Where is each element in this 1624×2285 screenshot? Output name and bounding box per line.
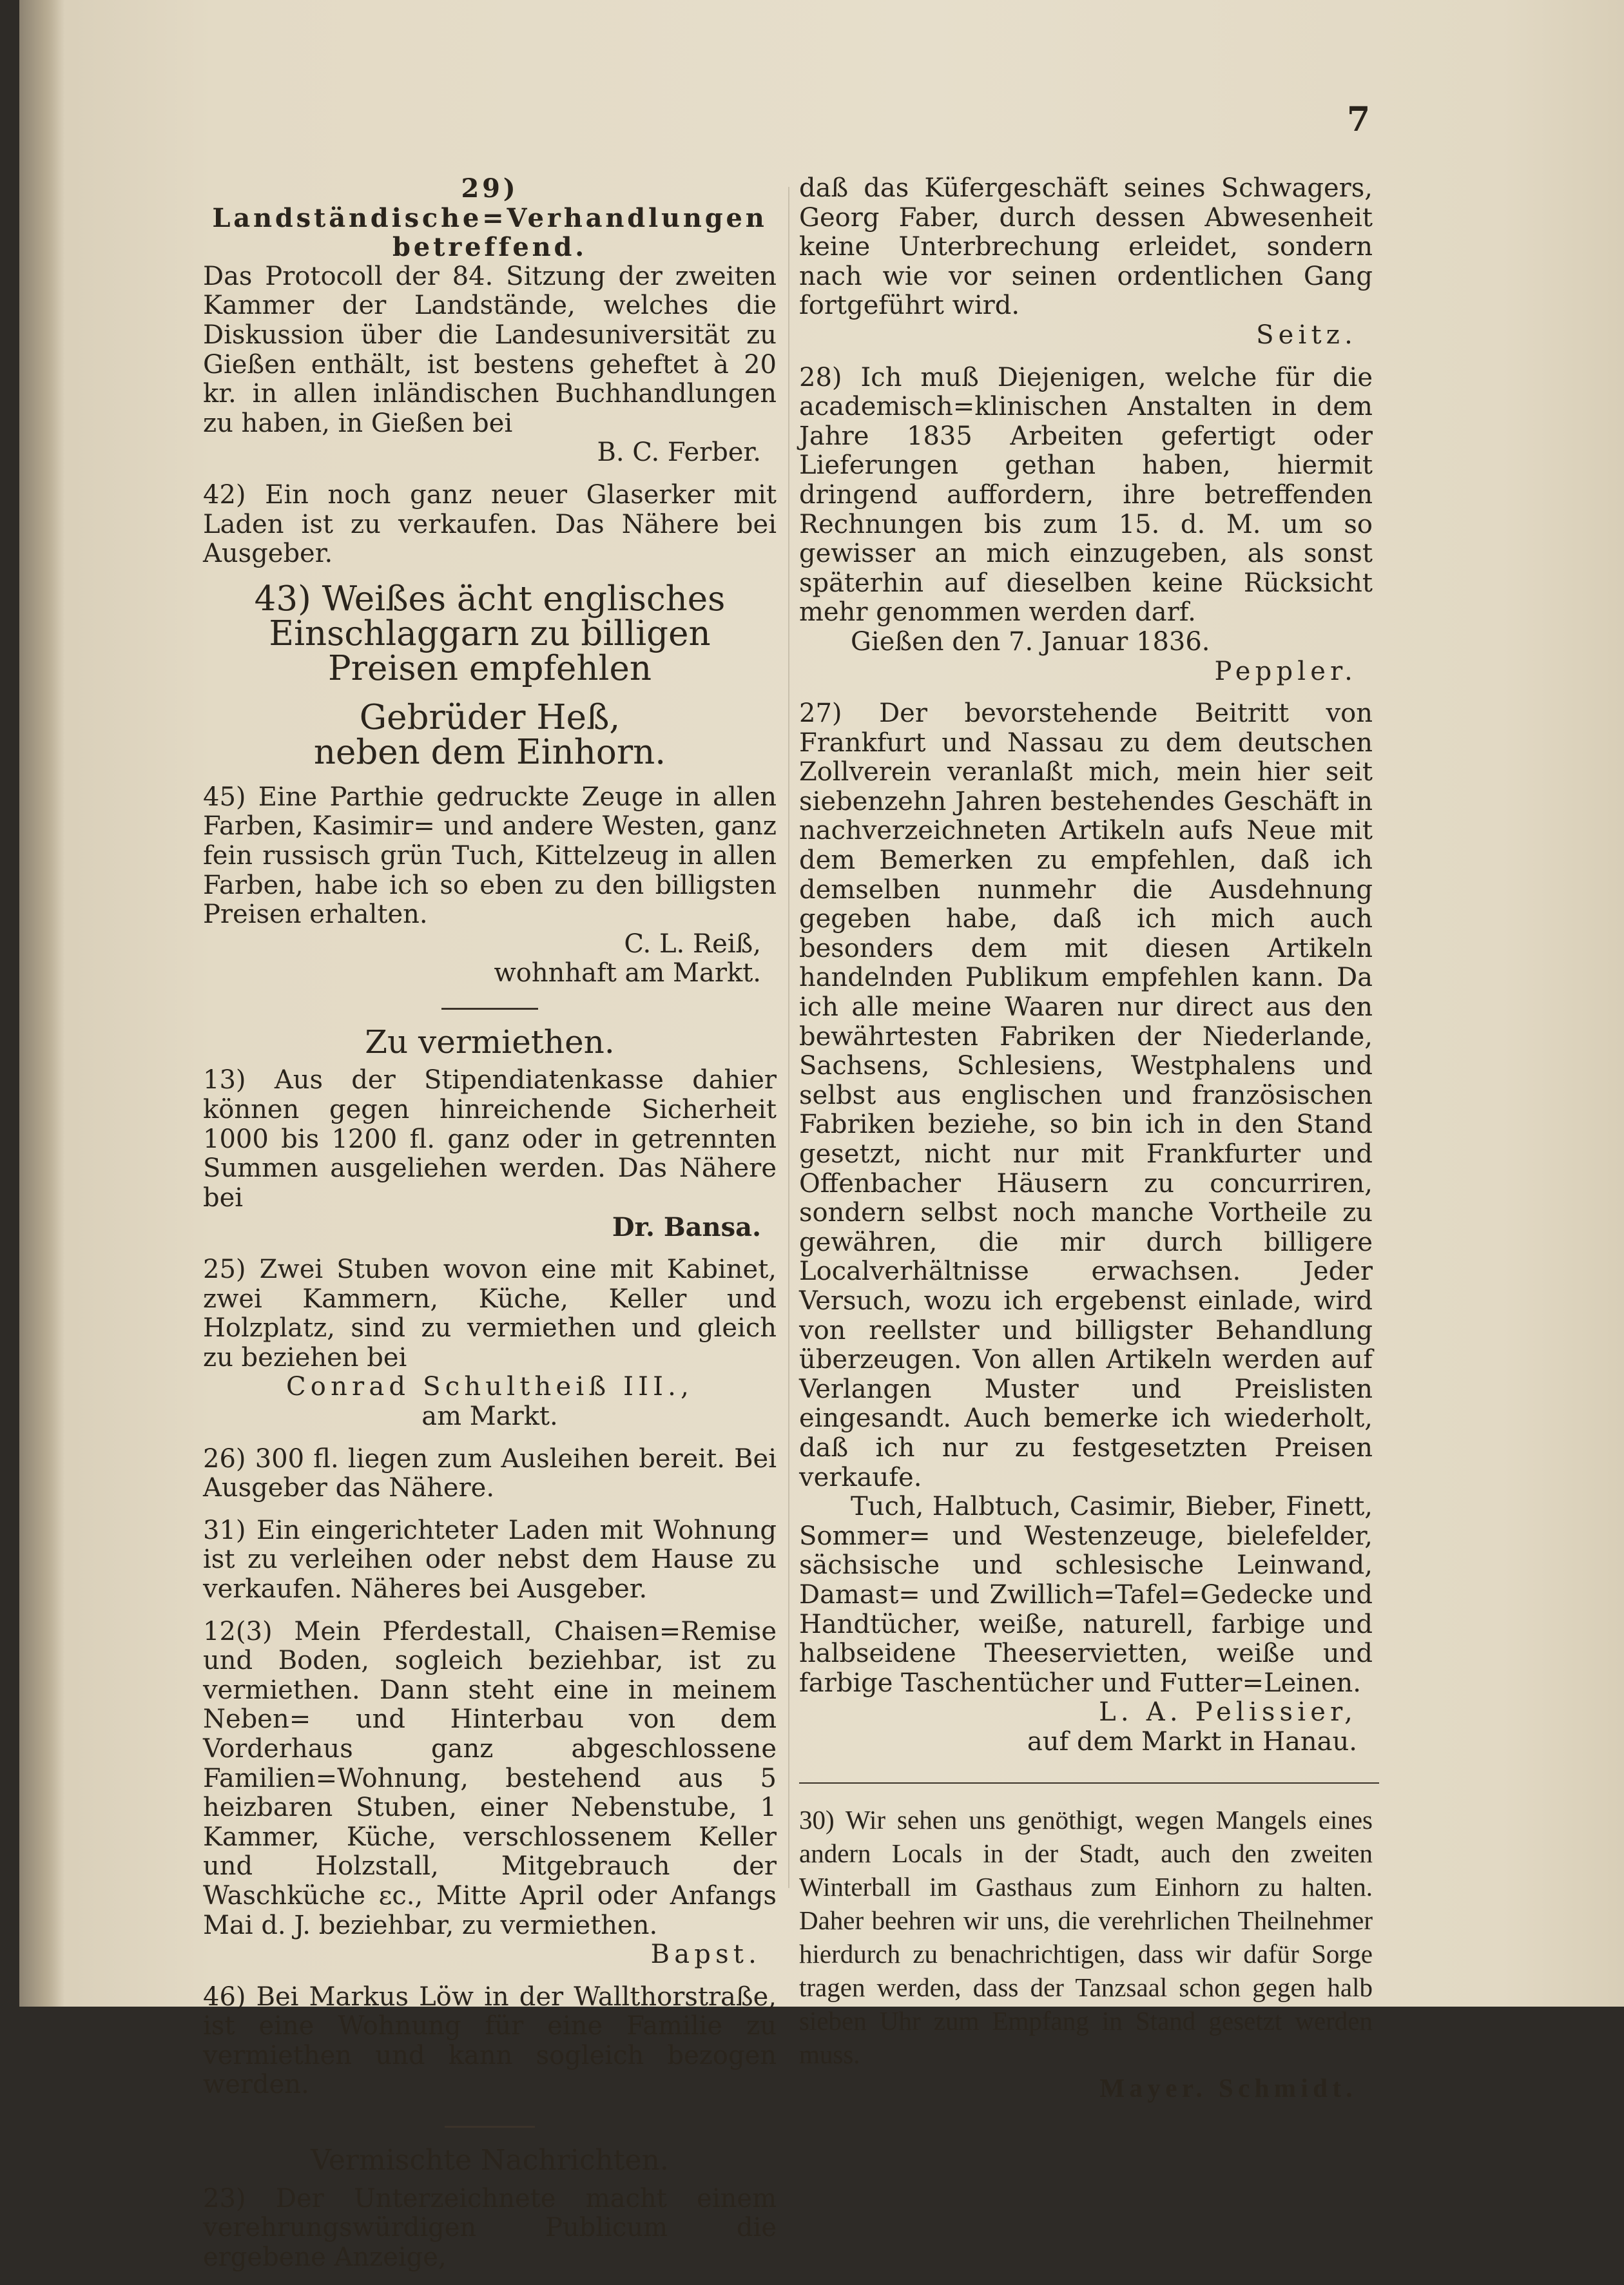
ad-25-signer-address: am Markt. <box>421 1402 558 1431</box>
ad-12-signer: Bapst. <box>650 1940 761 1970</box>
ad-28-body: 28) Ich muß Diejenigen, welche für die academisch=klinischen Anstalten in dem Jahre 1835 Arbeiten gefertigt oder Lieferungen gethan haben, hiermit dringend auffordern, ihre betreffenden Rechnungen bis zum 15. d. M. um so gewisser an mich einzugeben, als sonst späterhin auf dieselben keine Rücksicht mehr genommen werden darf. <box>799 362 1373 628</box>
ad-42-body: 42) Ein noch ganz neuer Glaserker mit Laden ist zu verkaufen. Das Nähere bei Ausgeber. <box>203 479 777 569</box>
ad-29-signer: B. C. Ferber. <box>597 438 761 468</box>
ad-45-body: 45) Eine Parthie gedruckte Zeuge in allen Farben, Kasimir= und andere Westen, ganz fein russisch grün Tuch, Kittelzeug in allen Farben, habe ich so eben zu den billigsten Preisen erhalten. <box>203 782 777 930</box>
ad-46-body: 46) Bei Markus Löw in der Wallthorstraße, ist eine Wohnung für eine Familie zu vermiethen und kann sogleich bezogen werden. <box>203 1981 777 2100</box>
section-divider-right <box>799 1782 1379 1784</box>
ad-43-signer-address: neben dem Einhorn. <box>313 732 666 772</box>
ad-29-heading: 29) Landständische=Verhandlungen betreffend. <box>212 173 768 263</box>
ad-26-body: 26) 300 fl. liegen zum Ausleihen bereit. Bei Ausgeber das Nähere. <box>203 1443 777 1503</box>
newspaper-page <box>19 0 1624 2272</box>
ad-28-date: Gießen den 7. Januar 1836. <box>851 626 1210 657</box>
ad-25-signer: Conrad Schultheiß III., <box>285 1372 694 1402</box>
section-title-rent: Zu vermiethen. <box>365 1023 615 1061</box>
ad-45-signer-address: wohnhaft am Markt. <box>494 958 761 988</box>
ad-30 <box>799 1803 1373 2105</box>
book-spine-shadow <box>19 0 64 2007</box>
section-title-misc: Vermischte Nachrichten. <box>311 2144 669 2177</box>
ad-43-signer: Gebrüder Heß, <box>359 697 621 737</box>
ad-23-body-continued: daß das Küfergeschäft seines Schwagers, Georg Faber, durch dessen Abwesenheit keine Unterbrechung erleidet, sondern nach wie vor seinen ordentlichen Gang fortgeführt wird. <box>799 173 1373 321</box>
ad-23-continued <box>799 174 1373 351</box>
ad-30-signer: Mayer. Schmidt. <box>1099 2073 1357 2103</box>
ad-43-body: 43) Weißes ächt englisches Einschlaggarn zu billigen Preisen empfehlen <box>254 579 726 688</box>
ad-30-body: 30) Wir sehen uns genöthigt, wegen Mangels eines andern Locals in der Stadt, auch den zweiten Winterball im Gasthaus zum Einhorn zu halten. Daher beehren wir uns, die verehrlichen Theilnehmer hierdurch zu benachrichtigen, dass wir dafür Sorge tragen werden, dass der Tanzsaal schon gegen halb sieben Uhr zum Empfang in Stand gesetzt werden muss. <box>799 1805 1373 2070</box>
ad-43 <box>203 579 777 772</box>
ad-23-body-start: 23) Der Unterzeichnete macht einem verehrungswürdigen Publicum die ergebene Anzeige, <box>203 2183 777 2272</box>
ad-12-body: 12(3) Mein Pferdestall, Chaisen=Remise und Boden, sogleich beziehbar, ist zu vermiethen. Dann steht eine in meinem Neben= und Hinterbau von dem Vorderhaus ganz abgeschlossene Familien=Wohnung, bestehend aus 5 heizbaren Stuben, einer Nebenstube, 1 Kammer, Küche, verschlossenem Keller und Holzstall, Mitgebrauch der Waschküche ɛc., Mitte April oder Anfangs Mai d. J. beziehbar, zu vermiethen. <box>203 1616 777 1940</box>
ad-13-signer: Dr. Bansa. <box>612 1212 761 1243</box>
ad-27-signer-address: auf dem Markt in Hanau. <box>1027 1726 1357 1757</box>
ad-45-signer: C. L. Reiß, <box>624 929 761 959</box>
ad-29 <box>203 174 777 468</box>
ad-45 <box>203 783 777 988</box>
column-divider <box>788 187 789 1888</box>
section-divider <box>441 1008 538 1010</box>
ad-13 <box>203 1066 777 1242</box>
ad-28 <box>799 363 1373 687</box>
ad-31-body: 31) Ein eingerichteter Laden mit Wohnung ist zu verleihen oder nebst dem Hause zu verkaufen. Näheres bei Ausgeber. <box>203 1515 777 1604</box>
page-number: 7 <box>1347 100 1371 139</box>
ad-25-body: 25) Zwei Stuben wovon eine mit Kabinet, zwei Kammern, Küche, Keller und Holzplatz, sind zu vermiethen und gleich zu beziehen bei <box>203 1255 777 1373</box>
section-divider-2 <box>445 2126 535 2128</box>
ad-28-signer: Peppler. <box>1214 656 1357 686</box>
left-column <box>203 174 777 2285</box>
right-column <box>799 174 1373 2117</box>
ad-27 <box>799 699 1373 1757</box>
ad-23-signer: Seitz. <box>1256 320 1357 350</box>
ad-29-body: Das Protocoll der 84. Sitzung der zweiten Kammer der Landstände, welches die Diskussion über die Landesuniversität zu Gießen enthält, ist bestens geheftet à 20 kr. in allen inländischen Buchhandlungen zu haben, in Gießen bei <box>203 261 777 438</box>
ad-25 <box>203 1255 777 1432</box>
ad-27-signer: L. A. Pelissier, <box>1099 1697 1357 1728</box>
ad-27-body: 27) Der bevorstehende Beitritt von Frankfurt und Nassau zu dem deutschen Zollverein veranlaßt mich, mein hier seit siebenzehn Jahren bestehendes Geschäft in nachverzeichneten Artikeln aufs Neue mit dem Bemerken zu empfehlen, daß ich demselben nunmehr die Ausdehnung gegeben habe, daß ich mich auch besonders dem mit diesen Artikeln handelnden Publikum empfehlen kann. Da ich alle meine Waaren nur direct aus den bewährtesten Fabriken der Niederlande, Sachsens, Schlesiens, Westphalens und selbst aus englischen und französischen Fabriken beziehe, so bin ich in den Stand gesetzt, nicht nur mit Frankfurter und Offenbacher Häusern zu concurriren, sondern selbst noch manche Vortheile zu gewähren, die mir durch billigere Localverhältnisse erwachsen. Jeder Versuch, wozu ich ergebenst einlade, wird von reellster und billigster Behandlung überzeugen. Von allen Artikeln werden auf Verlangen Muster und Preislisten eingesandt. Auch bemerke ich wiederholt, daß ich nur zu festgesetzten Preisen verkaufe. <box>799 699 1373 1492</box>
ad-12 <box>203 1617 777 1970</box>
ad-27-goods-list: Tuch, Halbtuch, Casimir, Bieber, Finett, Sommer= und Westenzeuge, bielefelder, sächsische und schlesische Leinwand, Damast= und Zwillich=Tafel=Gedecke und Handtücher, weiße, naturell, farbige und halbseidene Theeservietten, weiße und farbige Taschentücher und Futter=Leinen. <box>799 1492 1373 1698</box>
ad-13-body: 13) Aus der Stipendiatenkasse dahier können gegen hinreichende Sicherheit 1000 bis 1200 fl. ganz oder in getrennten Summen ausgeliehen werden. Das Nähere bei <box>203 1065 777 1213</box>
